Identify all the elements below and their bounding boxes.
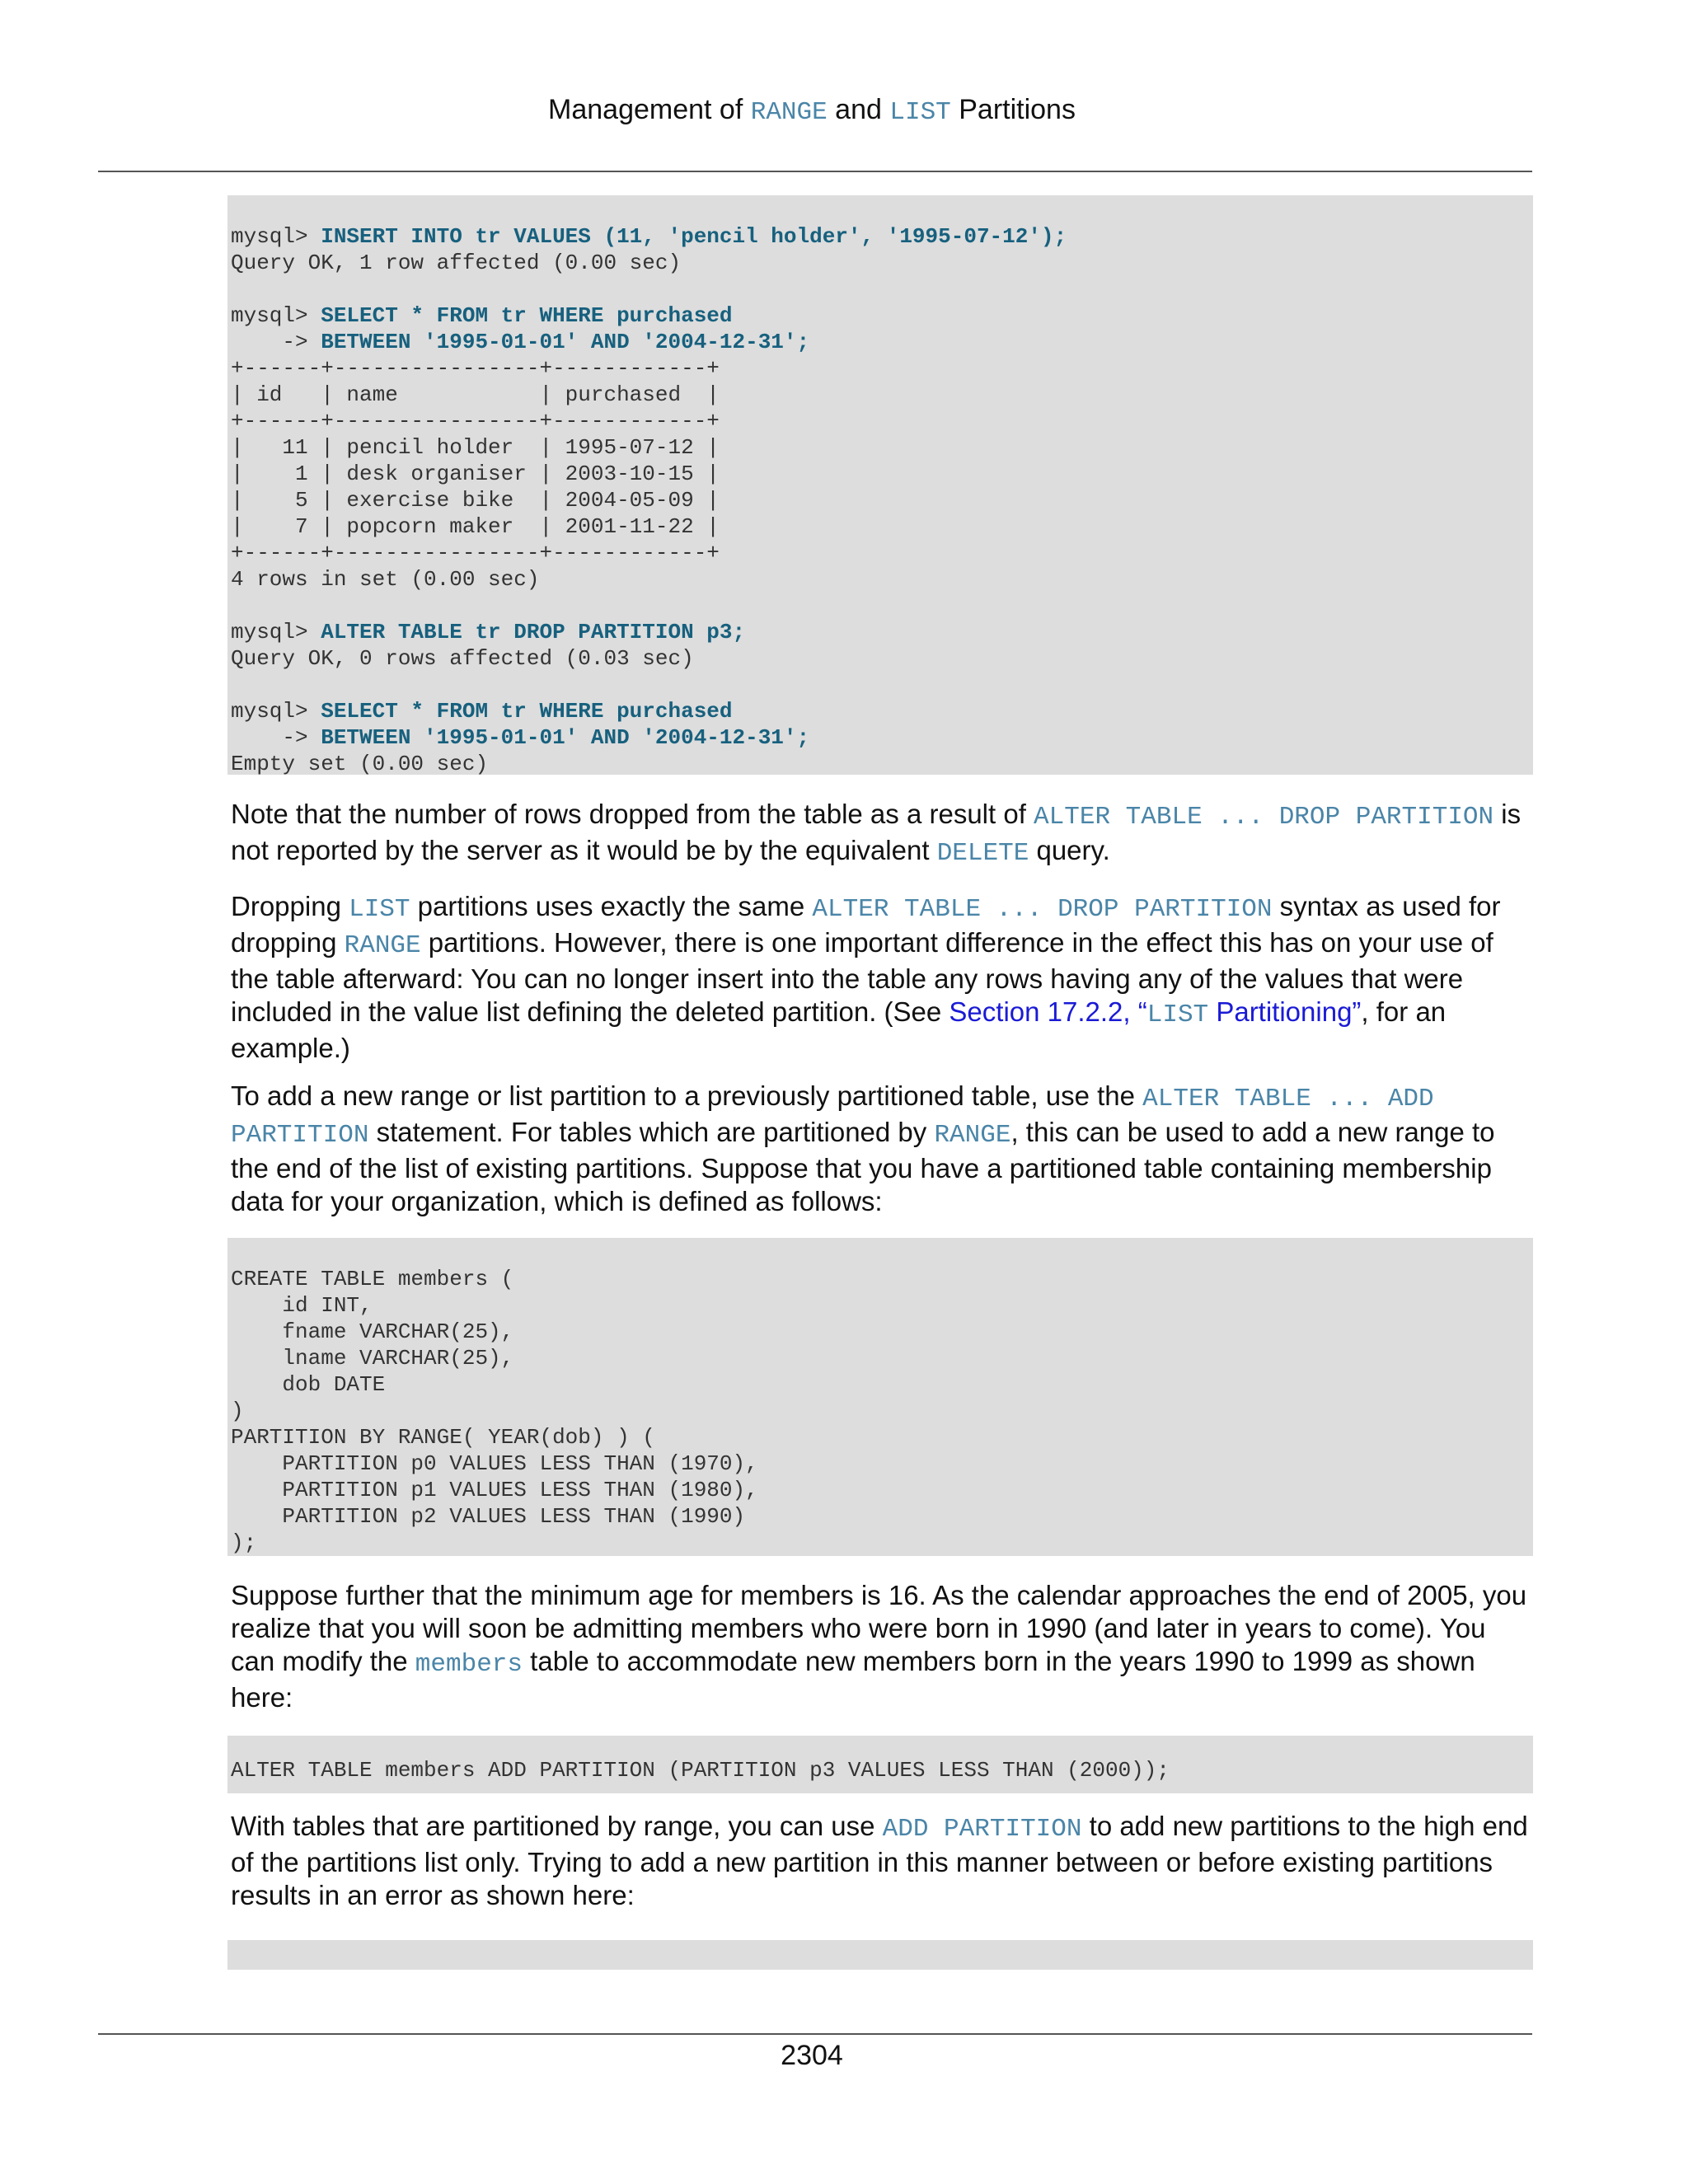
- code-listing: mysql> INSERT INTO tr VALUES (11, 'pencil holder', '1995-07-12'); Query OK, 1 row affected (0.00 sec) mysql> SELECT * FROM tr WHERE purchased -> BETWEEN '1995-01-01' AND '2004-12-31'; +------+----------------+------------+ | id | name | purchased | +------+----------------+------------+ | 11 | pencil holder | 1995-07-12 | | 1 | desk organiser | 2003-10-15 | | 5 | exercise bike | 2004-05-09 | | 7 | popcorn maker | 2001-11-22 | +------+----------------+------------+ 4 rows in set (0.00 sec) mysql> ALTER TABLE tr DROP PARTITION p3; Query OK, 0 rows affected (0.03 sec) mysql> SELECT * FROM tr WHERE purchased -> BETWEEN '1995-01-01' AND '2004-12-31'; Empty set (0.00 sec): [231, 224, 1067, 775]
- table-row: | 5 | exercise bike | 2004-05-09 |: [231, 488, 720, 513]
- inline-code: ALTER TABLE ... DROP PARTITION: [1034, 803, 1494, 832]
- header-rule: [98, 171, 1532, 172]
- paragraph-add-partition: To add a new range or list partition to a previously partitioned table, use the ALTER TABLE ... ADD PARTITION statement. For tables which are partitioned by RANGE, this can be used to add a new range to the end of the list of existing partitions. Suppose that you have a partitioned table containing membership data for your organization, which is defined as follows:: [231, 1080, 1495, 1216]
- paragraph-range-add: With tables that are partitioned by range, you can use ADD PARTITION to add new partitions to the high end of the partitions list only. Trying to add a new partition in this manner between or before existing partitions results in an error as shown here:: [231, 1811, 1528, 1910]
- inline-code: ADD PARTITION: [882, 1815, 1082, 1844]
- paragraph-note: Note that the number of rows dropped from the table as a result of ALTER TABLE ... DROP PARTITION is not reported by the server as it would be by the equivalent DELETE query.: [231, 799, 1522, 868]
- inline-code: DELETE: [936, 839, 1029, 868]
- table-row: | 7 | popcorn maker | 2001-11-22 |: [231, 514, 720, 539]
- inline-code: LIST: [349, 895, 410, 924]
- code-block-continued: [227, 1940, 1533, 1970]
- code-block-alter-table: [227, 1736, 1533, 1793]
- header-code-list: LIST: [889, 98, 951, 127]
- section-link[interactable]: Section 17.2.2, “LIST Partitioning”: [949, 996, 1362, 1029]
- page-number: 2304: [781, 2040, 843, 2071]
- code-block-create-table: [227, 1238, 1533, 1556]
- table-row: | 11 | pencil holder | 1995-07-12 |: [231, 435, 720, 460]
- paragraph-minimum-age: Suppose further that the minimum age for members is 16. As the calendar approaches the end of 2005, you realize that you will soon be admitting members who were born in 1990 (and later in years to come). You can modify the members table to accommodate new members born in the years 1990 to 1999 as shown here:: [231, 1580, 1527, 1713]
- inline-code: ALTER TABLE ... DROP PARTITION: [812, 895, 1273, 924]
- code-listing: ALTER TABLE members ADD PARTITION (PARTITION p3 VALUES LESS THAN (2000));: [231, 1758, 1170, 1783]
- inline-code: ALTER TABLE ... ADD PARTITION: [231, 1085, 1434, 1150]
- inline-code: RANGE: [344, 931, 421, 960]
- page-header: Management of RANGE and LIST Partitions: [548, 94, 1076, 127]
- inline-code: members: [415, 1650, 523, 1679]
- paragraph-dropping-list: Dropping LIST partitions uses exactly the same ALTER TABLE ... DROP PARTITION syntax as used for dropping RANGE partitions. However, there is one important difference in the effect this has on your use of the table afterward: You can no longer insert into the table any rows having any of the values that were included in the value list defining the deleted partition. (See Section 17.2.2, “LIST Partitioning”, for an example.): [231, 891, 1501, 1063]
- code-listing: CREATE TABLE members ( id INT, fname VARCHAR(25), lname VARCHAR(25), dob DATE ) PARTITION BY RANGE( YEAR(dob) ) ( PARTITION p0 VALUES LESS THAN (1970), PARTITION p1 VALUES LESS THAN (1980), PARTITION p2 VALUES LESS THAN (1990) );: [231, 1267, 758, 1555]
- header-code-range: RANGE: [750, 98, 828, 127]
- table-row: | 1 | desk organiser | 2003-10-15 |: [231, 462, 720, 486]
- code-block-drop-partition: [227, 195, 1533, 775]
- footer-rule: [98, 2033, 1532, 2035]
- inline-code: RANGE: [934, 1121, 1011, 1150]
